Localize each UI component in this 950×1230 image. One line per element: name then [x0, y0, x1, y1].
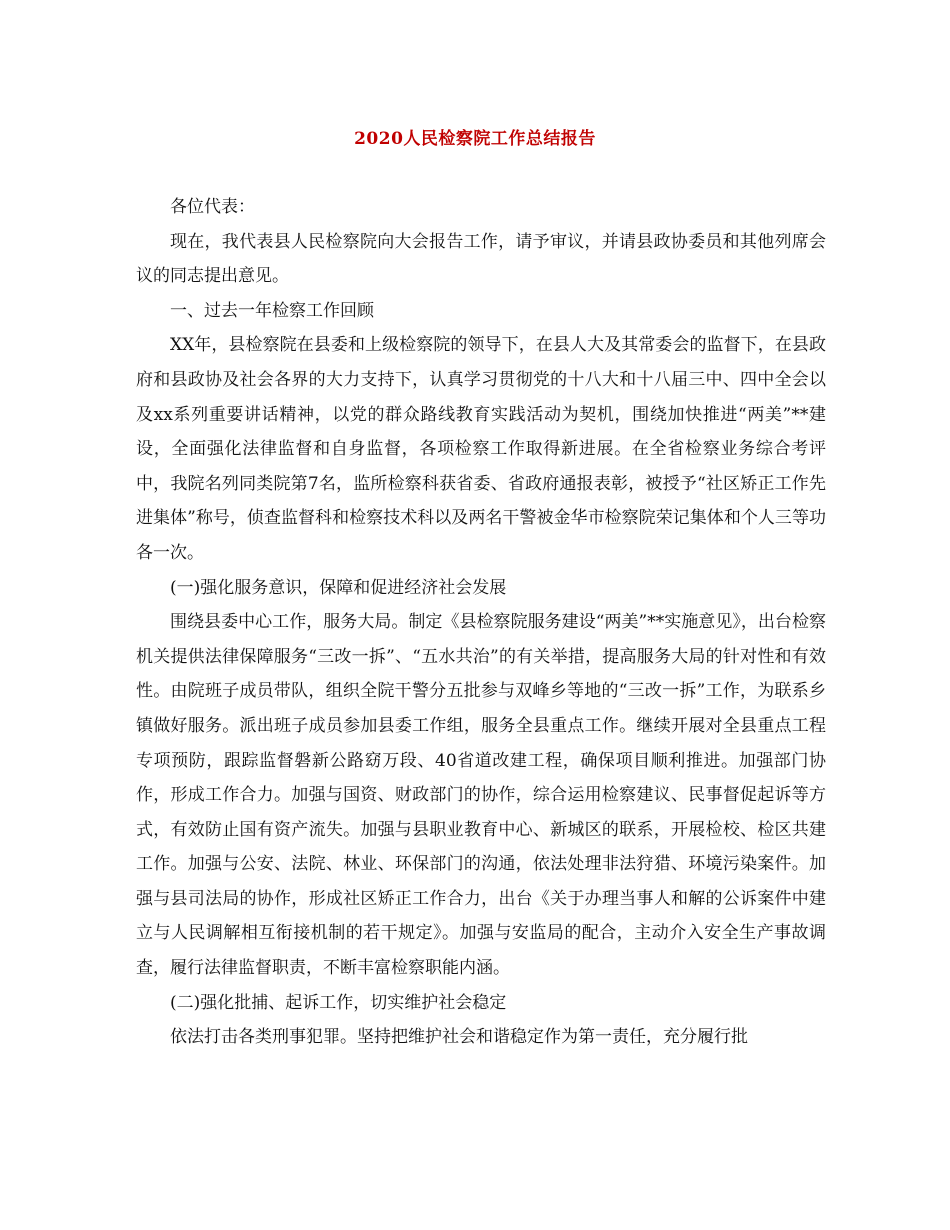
crime-paragraph: 依法打击各类刑事犯罪。坚持把维护社会和谐稳定作为第一责任，充分履行批	[170, 1027, 748, 1048]
subsection-heading: (二)强化批捕、起诉工作，切实维护社会稳定	[170, 992, 507, 1013]
document-title: 2020人民检察院工作总结报告	[354, 129, 596, 149]
service-paragraph: 围绕县委中心工作，服务大局。制定《县检察院服务建设“两美”**实施意见》，出台检察机关提供法律保障服务“三改一拆”、“五水共治”的有关举措，提高服务大局的针对性和有效性。由院班子成员带队，组织全院干警分五批参与双峰乡等地的“三改一拆”工作，为联系乡镇做好服务。派出班子成员参加县委工作组，服务全县重点工作。继续开展对全县重点工程专项预防，跟踪监督磐新公路窈万段、40省道改建工程，确保项目顺利推进。加强部门协作，形成工作合力。加强与国资、财政部门的协作，综合运用检察建议、民事督促起诉等方式，有效防止国有资产流失。加强与县职业教育中心、新城区的联系，开展检校、检区共建工作。加强与公安、法院、林业、环保部门的沟通，依法处理非法狩猎、环境污染案件。加强与县司法局的协作，形成社区矫正工作合力，出台《关于办理当事人和解的公诉案件中建立与人民调解相互衔接机制的若干规定》。加强与安监局的配合，主动介入安全生产事故调查，履行法律监督职责，不断丰富检察职能内涵。	[136, 612, 826, 979]
intro-paragraph: 现在，我代表县人民检察院向大会报告工作，请予审议，并请县政协委员和其他列席会议的同志提出意见。	[136, 231, 826, 287]
review-paragraph: XX年，县检察院在县委和上级检察院的领导下，在县人大及其常委会的监督下，在县政府和县政协及社会各界的大力支持下，认真学习贯彻党的十八大和十八届三中、四中全会以及xx系列重要讲话精神，以党的群众路线教育实践活动为契机，围绕加快推进“两美”**建设，全面强化法律监督和自身监督，各项检察工作取得新进展。在全省检察业务综合考评中，我院名列同类院第7名，监所检察科获省委、省政府通报表彰，被授予“社区矫正工作先进集体”称号，侦查监督科和检察技术科以及两名干警被金华市检察院荣记集体和个人三等功各一次。	[136, 335, 826, 563]
document-body	[136, 190, 826, 1055]
section-heading: 一、过去一年检察工作回顾	[170, 300, 374, 321]
salutation-paragraph: 各位代表：	[170, 197, 255, 217]
subsection-heading: (一)强化服务意识，保障和促进经济社会发展	[170, 577, 507, 598]
